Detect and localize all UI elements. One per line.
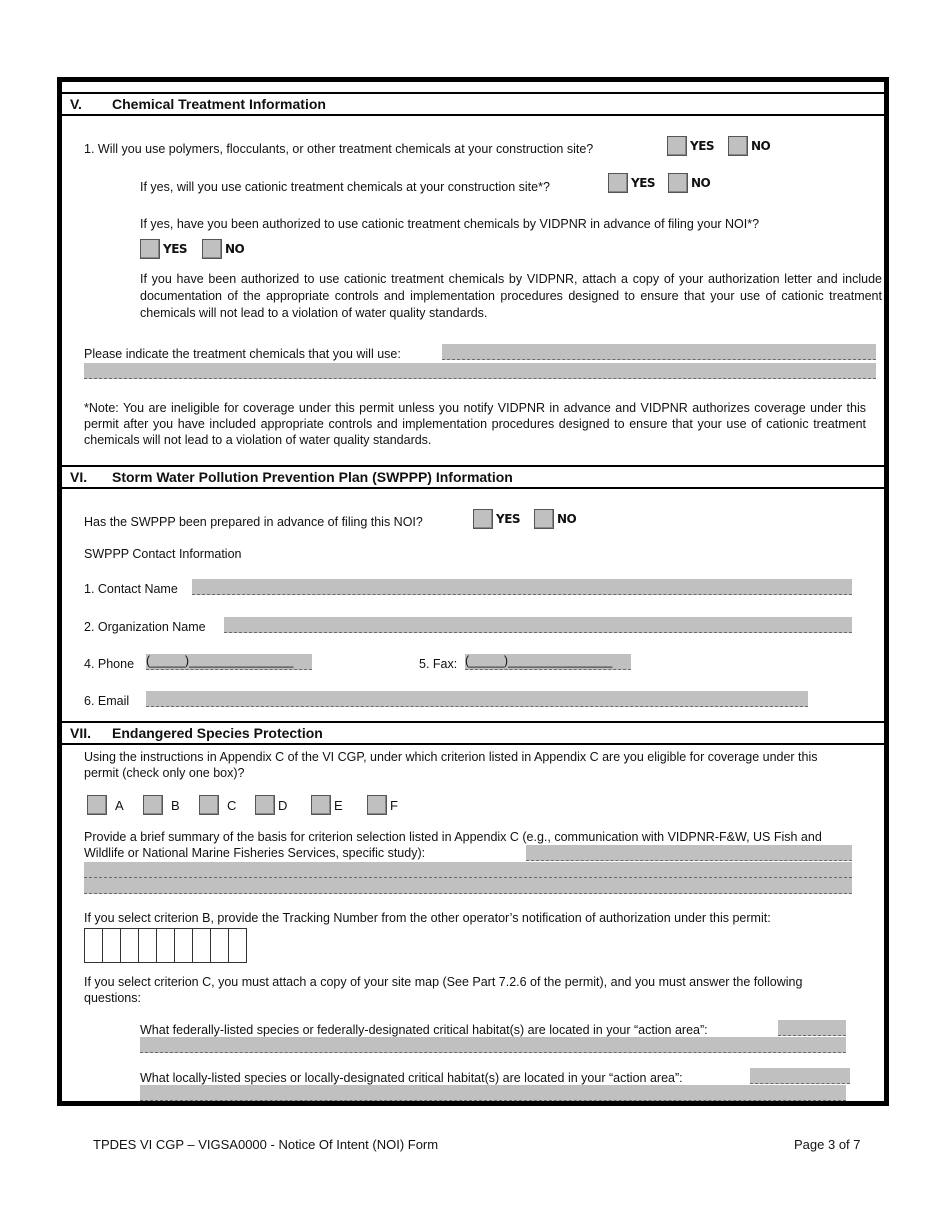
- criterion-c-option[interactable]: C: [199, 795, 236, 815]
- footer-page-number: Page 3 of 7: [794, 1137, 861, 1152]
- criterion-f-option[interactable]: F: [367, 795, 398, 815]
- question-swppp-prepared: Has the SWPPP been prepared in advance of filing this NOI?: [84, 515, 423, 529]
- criterion-summary-label: Provide a brief summary of the basis for criterion selection listed in Appendix C (e.g., communication with VIDPNR-F&W, US Fish and Wildlife or National Marine Fisheries Services, specific study):: [84, 830, 822, 860]
- swppp-no-option[interactable]: NO: [534, 509, 576, 529]
- email-input[interactable]: [146, 691, 808, 707]
- question-authorized: If yes, have you been authorized to use cationic treatment chemicals by VIDPNR in advance of filing your NOI*?: [140, 217, 760, 231]
- checkbox[interactable]: [143, 795, 163, 815]
- swppp-contact-heading: SWPPP Contact Information: [84, 547, 242, 561]
- chemicals-input-line-1[interactable]: [442, 344, 876, 360]
- checkbox[interactable]: [140, 239, 160, 259]
- authorization-attach-note: If you have been authorized to use cationic treatment chemicals by VIDPNR, attach a copy of your authorization letter and include documentation of the appropriate controls and implementation procedures designed to ensure that your use of cationic treatment chemicals will not lead to a violation of water quality standards.: [140, 272, 882, 320]
- fax-label: 5. Fax:: [419, 657, 458, 671]
- swppp-yes-option[interactable]: YES: [473, 509, 520, 529]
- tracking-cell[interactable]: [211, 929, 229, 962]
- section-header-chemical-treatment: [62, 92, 884, 116]
- section-title: Storm Water Pollution Prevention Plan (SWPPP) Information: [112, 469, 513, 485]
- checkbox[interactable]: [667, 136, 687, 156]
- federal-species-question: What federally-listed species or federally-designated critical habitat(s) are located in your “action area”:: [140, 1023, 708, 1037]
- section-title: Chemical Treatment Information: [112, 96, 326, 112]
- cationic-yes-option[interactable]: YES: [608, 173, 655, 193]
- contact-name-input[interactable]: [192, 579, 852, 595]
- section-title: Endangered Species Protection: [112, 725, 323, 741]
- footer-document-title: TPDES VI CGP – VIGSA0000 - Notice Of Intent (NOI) Form: [93, 1137, 439, 1152]
- cationic-no-option[interactable]: NO: [668, 173, 710, 193]
- checkbox[interactable]: [255, 795, 275, 815]
- tracking-cell[interactable]: [103, 929, 121, 962]
- criterion-summary-input-line-3[interactable]: [84, 878, 852, 894]
- federal-species-input-line-1[interactable]: [778, 1020, 846, 1036]
- tracking-cell[interactable]: [121, 929, 139, 962]
- polymers-no-option[interactable]: NO: [728, 136, 770, 156]
- question-cationic: If yes, will you use cationic treatment chemicals at your construction site*?: [140, 180, 550, 194]
- criterion-summary-input-line-2[interactable]: [84, 862, 852, 878]
- polymers-yes-option[interactable]: YES: [667, 136, 714, 156]
- checkbox[interactable]: [608, 173, 628, 193]
- tracking-number-label: If you select criterion B, provide the Tracking Number from the other operator’s notification of authorization under this permit:: [84, 911, 771, 925]
- criterion-b-option[interactable]: B: [143, 795, 180, 815]
- criterion-c-note: If you select criterion C, you must attach a copy of your site map (See Part 7.2.6 of the permit), and you must answer the following questions:: [84, 975, 803, 1005]
- checkbox[interactable]: [534, 509, 554, 529]
- section-number: VI.: [70, 469, 88, 485]
- cationic-footnote: *Note: You are ineligible for coverage under this permit unless you notify VIDPNR in advance and VIDPNR authorizes coverage under this permit after you have included appropriate controls and implementation procedures designed to ensure that your use of cationic treatment chemicals will not lead to a violation of water quality standards.: [84, 401, 866, 447]
- criterion-d-option[interactable]: D: [255, 795, 287, 815]
- criterion-e-option[interactable]: E: [311, 795, 343, 815]
- contact-name-label: 1. Contact Name: [84, 582, 178, 596]
- local-species-question: What locally-listed species or locally-designated critical habitat(s) are located in your “action area”:: [140, 1071, 683, 1085]
- tracking-cell[interactable]: [175, 929, 193, 962]
- chemicals-label: Please indicate the treatment chemicals that you will use:: [84, 347, 401, 361]
- criterion-question: Using the instructions in Appendix C of the VI CGP, under which criterion listed in Appendix C are you eligible for coverage under this permit (check only one box)?: [84, 750, 818, 780]
- tracking-cell[interactable]: [139, 929, 157, 962]
- checkbox[interactable]: [199, 795, 219, 815]
- checkbox[interactable]: [87, 795, 107, 815]
- checkbox[interactable]: [202, 239, 222, 259]
- section-header-swppp: [62, 465, 884, 489]
- section-number: VII.: [70, 725, 92, 741]
- local-species-input-line-1[interactable]: [750, 1068, 850, 1084]
- question-polymers: 1. Will you use polymers, flocculants, or other treatment chemicals at your construction site?: [84, 142, 594, 156]
- section-number: V.: [70, 96, 82, 112]
- tracking-cell[interactable]: [157, 929, 175, 962]
- federal-species-input-line-2[interactable]: [140, 1037, 846, 1053]
- checkbox[interactable]: [367, 795, 387, 815]
- chemicals-input-line-2[interactable]: [84, 363, 876, 379]
- checkbox[interactable]: [728, 136, 748, 156]
- section-header-endangered-species: [62, 721, 884, 745]
- fax-input[interactable]: (_____)_______________: [465, 654, 631, 670]
- criterion-a-option[interactable]: A: [87, 795, 124, 815]
- tracking-cell[interactable]: [229, 929, 246, 962]
- organization-name-label: 2. Organization Name: [84, 620, 206, 634]
- email-label: 6. Email: [84, 694, 130, 708]
- phone-label: 4. Phone: [84, 657, 135, 671]
- organization-name-input[interactable]: [224, 617, 852, 633]
- tracking-cell[interactable]: [85, 929, 103, 962]
- tracking-number-input[interactable]: [84, 928, 247, 963]
- authorized-no-option[interactable]: NO: [202, 239, 244, 259]
- local-species-input-line-2[interactable]: [140, 1085, 846, 1101]
- criterion-summary-input-line-1[interactable]: [526, 845, 852, 861]
- checkbox[interactable]: [668, 173, 688, 193]
- phone-input[interactable]: (_____)_______________: [146, 654, 312, 670]
- authorized-yes-option[interactable]: YES: [140, 239, 187, 259]
- checkbox[interactable]: [473, 509, 493, 529]
- tracking-cell[interactable]: [193, 929, 211, 962]
- checkbox[interactable]: [311, 795, 331, 815]
- form-frame: [57, 77, 889, 1106]
